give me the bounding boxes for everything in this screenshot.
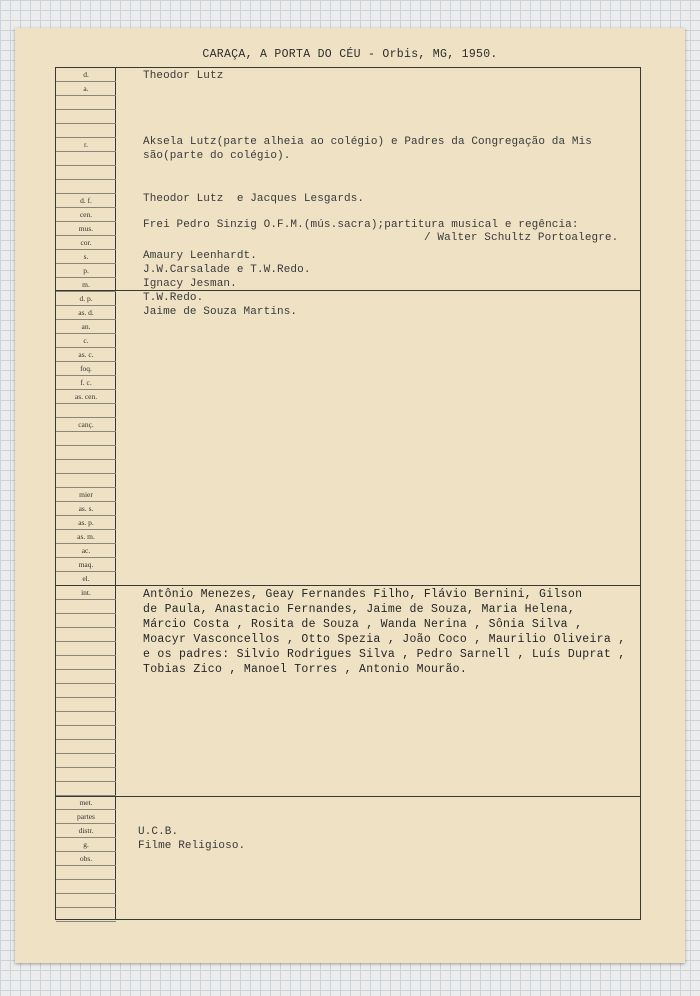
field-label: g.	[56, 838, 116, 852]
field-label	[56, 432, 116, 446]
catalog-card	[15, 28, 685, 963]
field-label	[56, 684, 116, 698]
field-label	[56, 460, 116, 474]
field-label	[56, 446, 116, 460]
field-label: maq.	[56, 558, 116, 572]
entry-director: Theodor Lutz	[143, 70, 224, 82]
field-label: cen.	[56, 208, 116, 222]
field-label: p.	[56, 264, 116, 278]
entry-montagem: Ignacy Jesman.	[143, 278, 237, 290]
field-label	[56, 110, 116, 124]
field-label: as. cen.	[56, 390, 116, 404]
entry-som: Amaury Leenhardt.	[143, 250, 257, 262]
field-label: as. d.	[56, 306, 116, 320]
section-divider	[56, 290, 640, 291]
card-grid	[55, 67, 641, 920]
field-label: int.	[56, 586, 116, 600]
field-label	[56, 866, 116, 880]
field-label: f. c.	[56, 376, 116, 390]
field-label: mier	[56, 488, 116, 502]
field-label: d. f.	[56, 194, 116, 208]
field-label: el.	[56, 572, 116, 586]
field-label	[56, 768, 116, 782]
field-label	[56, 894, 116, 908]
field-label	[56, 754, 116, 768]
field-label-column	[56, 68, 116, 919]
field-label	[56, 600, 116, 614]
entry-musica: Frei Pedro Sinzig O.F.M.(mús.sacra);partitura musical e regência:	[143, 219, 579, 231]
entry-distribuicao: U.C.B.	[138, 826, 179, 838]
field-label: c.	[56, 334, 116, 348]
field-label: met.	[56, 796, 116, 810]
field-label: as. s.	[56, 502, 116, 516]
entry-interpretes: e os padres: Silvio Rodrigues Silva , Pedro Sarnell , Luís Duprat ,	[143, 648, 626, 661]
entry-interpretes: Moacyr Vasconcellos , Otto Spezia , João Coco , Maurilio Oliveira ,	[143, 633, 626, 646]
entry-interpretes: Márcio Costa , Rosita de Souza , Wanda Nerina , Sônia Silva ,	[143, 618, 583, 631]
field-label: canç.	[56, 418, 116, 432]
field-label: distr.	[56, 824, 116, 838]
entry-roteiro: Aksela Lutz(parte alheia ao colégio) e Padres da Congregação da Mis	[143, 136, 592, 148]
field-label: foq.	[56, 362, 116, 376]
field-label	[56, 740, 116, 754]
field-label	[56, 628, 116, 642]
entry-interpretes: Tobias Zico , Manoel Torres , Antonio Mourão.	[143, 663, 468, 676]
entry-roteiro: são(parte do colégio).	[143, 150, 291, 162]
entry-musica: / Walter Schultz Portoalegre.	[424, 232, 619, 244]
field-label	[56, 670, 116, 684]
section-divider	[56, 796, 640, 797]
field-label	[56, 782, 116, 796]
field-label: as. m.	[56, 530, 116, 544]
field-label: a.	[56, 82, 116, 96]
entry-producao: J.W.Carsalade e T.W.Redo.	[143, 264, 311, 276]
field-label	[56, 474, 116, 488]
field-label	[56, 124, 116, 138]
field-label	[56, 642, 116, 656]
field-label: as. c.	[56, 348, 116, 362]
field-label: obs.	[56, 852, 116, 866]
field-label	[56, 698, 116, 712]
field-label: partes	[56, 810, 116, 824]
field-label	[56, 712, 116, 726]
field-label: m.	[56, 278, 116, 292]
field-label	[56, 726, 116, 740]
field-label: mus.	[56, 222, 116, 236]
field-label	[56, 614, 116, 628]
entry-genero: Filme Religioso.	[138, 840, 246, 852]
field-label	[56, 180, 116, 194]
field-label	[56, 404, 116, 418]
field-label	[56, 880, 116, 894]
entry-interpretes: de Paula, Anastacio Fernandes, Jaime de Souza, Maria Helena,	[143, 603, 576, 616]
field-label	[56, 656, 116, 670]
field-label	[56, 96, 116, 110]
field-label: s.	[56, 250, 116, 264]
entry-fotografia: Theodor Lutz e Jacques Lesgards.	[143, 193, 365, 205]
field-label: as. p.	[56, 516, 116, 530]
field-label: d. p.	[56, 292, 116, 306]
field-label: ac.	[56, 544, 116, 558]
section-divider	[56, 585, 640, 586]
field-label: an.	[56, 320, 116, 334]
field-label	[56, 166, 116, 180]
field-label: r.	[56, 138, 116, 152]
entry-direcao-producao: T.W.Redo.	[143, 292, 204, 304]
field-label: cor.	[56, 236, 116, 250]
card-title: CARAÇA, A PORTA DO CÉU - Orbis, MG, 1950.	[202, 48, 498, 61]
field-label	[56, 152, 116, 166]
field-label	[56, 908, 116, 922]
field-label: d.	[56, 68, 116, 82]
entry-interpretes: Antônio Menezes, Geay Fernandes Filho, Flávio Bernini, Gilson	[143, 588, 583, 601]
entry-assistente-direcao: Jaime de Souza Martins.	[143, 306, 298, 318]
